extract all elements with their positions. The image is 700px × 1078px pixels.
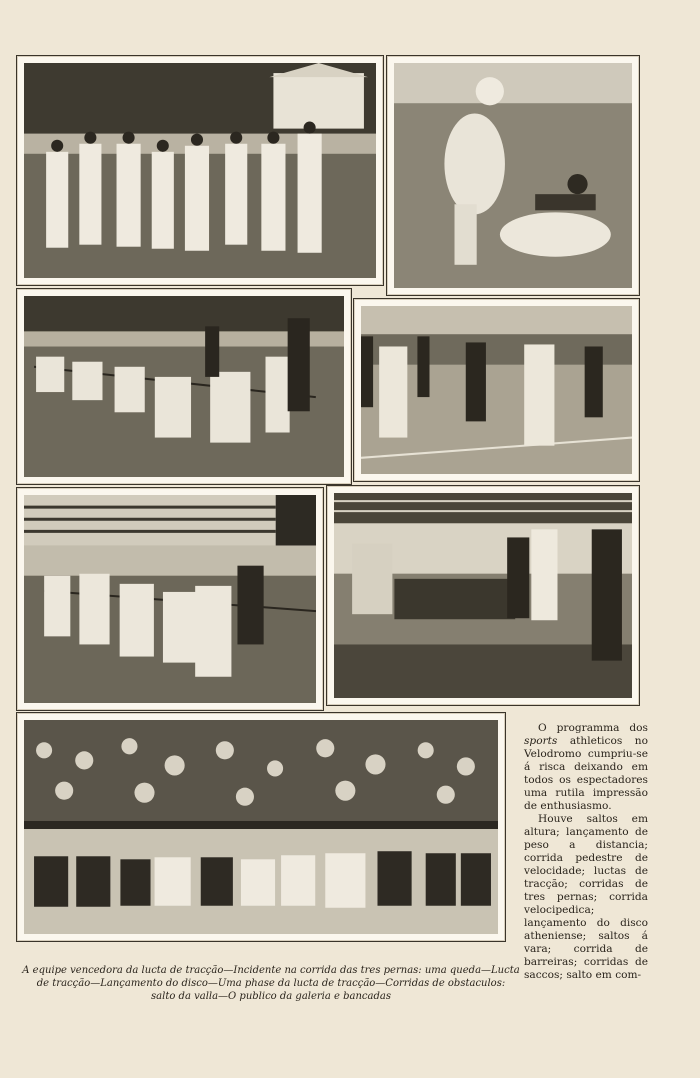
photo-crowd-image — [24, 720, 498, 934]
photo-caption — [16, 964, 526, 1003]
photo-crowd-stands — [16, 712, 506, 942]
photo-fall-image — [394, 63, 632, 288]
photo-hurdle-jump — [326, 485, 640, 706]
article-column — [524, 722, 648, 982]
article-p1-italic: sports — [524, 735, 558, 747]
article-p1-rest: athleticos no Velodromo cumpriu-se á risca deixando em todos os espectadores uma rutila impressão de enthusiasmo. — [524, 735, 648, 812]
photo-discus-throw — [353, 298, 640, 482]
photo-tug-phase — [16, 487, 324, 711]
article-paragraph-1 — [524, 722, 648, 813]
photo-tug-of-war — [16, 288, 352, 485]
photo-three-legged-fall — [386, 55, 640, 296]
photo-discus-image — [361, 306, 632, 474]
article-p1-start: O programma dos — [538, 722, 648, 734]
photo-winning-team — [16, 55, 384, 286]
caption-line-3: salto da valla—O publico da galeria e bancadas — [151, 991, 391, 1002]
caption-line-2: de tracção—Lançamento do disco—Uma phase da lucta de tracção—Corridas de obstaculos: — [36, 978, 506, 989]
photo-tug-phase-image — [24, 495, 316, 703]
article-paragraph-2: Houve saltos em altura; lançamento de peso a distancia; corrida pedestre de velocidade; luctas de tracção; corridas de tres pernas; corrida velocipedica; lançamento do disco atheniense; saltos á vara; corrida de barreiras; corridas de saccos; salto em com- — [524, 813, 648, 981]
photo-team-image — [24, 63, 376, 278]
photo-tug-image — [24, 296, 344, 477]
photo-hurdle-image — [334, 493, 632, 698]
caption-line-1: A equipe vencedora da lucta de tracção—Incidente na corrida das tres pernas: uma queda—Lucta — [22, 965, 520, 976]
